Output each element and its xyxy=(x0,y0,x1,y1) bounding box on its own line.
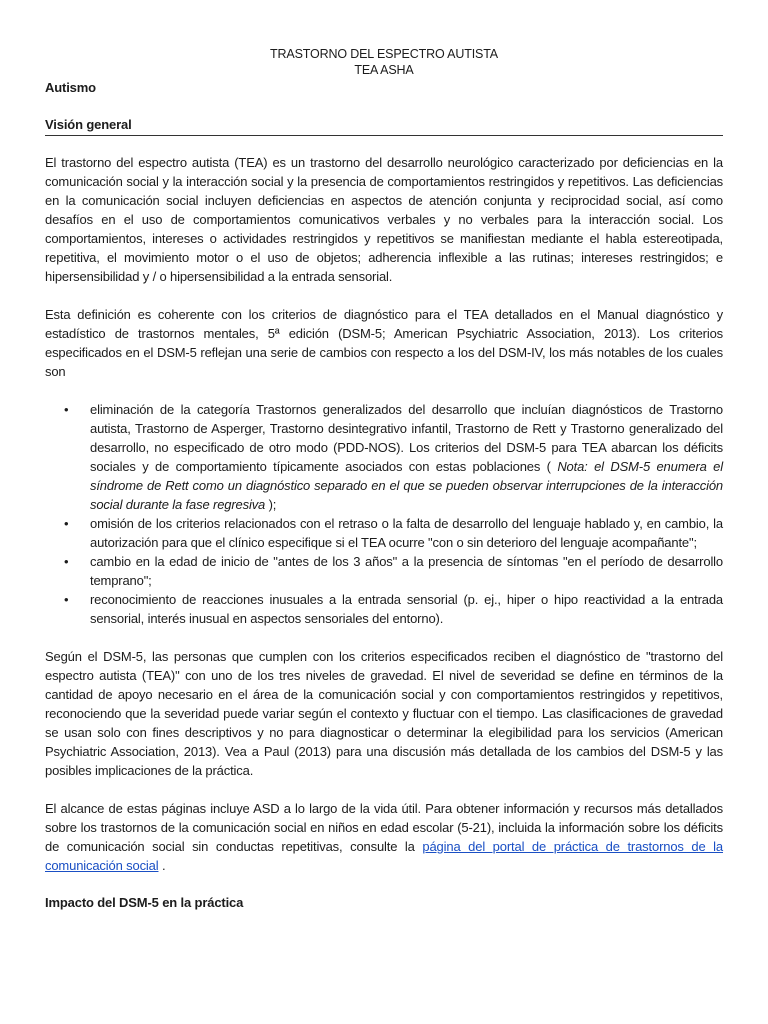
paragraph-scope-text: El alcance de estas páginas incluye ASD a lo largo de la vida útil. Para obtener información y recursos más detallados sobre los trastornos de la comunicación social en niños en edad escolar (5-21), incluida la información sobre los déficits de comunicación social sin conductas repetitivas, consulte la xyxy=(45,801,723,854)
dsm5-changes-list xyxy=(45,400,723,628)
bullet-icon: • xyxy=(64,402,69,417)
heading-vision-general: Visión general xyxy=(45,115,723,136)
heading-autismo: Autismo xyxy=(45,80,96,95)
paragraph-definition: El trastorno del espectro autista (TEA) es un trastorno del desarrollo neurológico caracterizado por deficiencias en la comunicación social y la interacción social y la presencia de comportamientos restringidos y repetitivos. Las deficiencias en la comunicación social incluyen deficiencias en aspectos de atención conjunta y reciprocidad social, así como desafíos en el uso de comportamientos comunicativos verbales y no verbales para la interacción social. Los comportamientos, intereses o actividades restringidos y repetitivos se manifiestan mediante el habla estereotipada, repetitiva, el movimiento motor o el uso de objetos; adherencia inflexible a las rutinas; intereses restringidos; e hipersensibilidad y / o hipersensibilidad a la entrada sensorial. xyxy=(45,155,723,284)
list-item-text: reconocimiento de reacciones inusuales a la entrada sensorial (p. ej., hiper o hipo reactividad a la entrada sensorial, interés inusual en aspectos sensoriales del entorno). xyxy=(90,592,723,626)
paragraph-scope-end: . xyxy=(158,858,166,873)
paragraph-severity-levels: Según el DSM-5, las personas que cumplen con los criterios especificados reciben el diagnóstico de "trastorno del espectro autista (TEA)" con uno de los tres niveles de gravedad. El nivel de severidad se define en términos de la cantidad de apoyo necesario en el área de la comunicación social y con comportamientos restringidos y repetitivos, reconociendo que la severidad puede variar según el contexto y fluctuar con el tiempo. Las clasificaciones de gravedad se usan solo con fines descriptivos y no para diagnosticar o determinar la elegibilidad para los servicios (American Psychiatric Association, 2013). Vea a Paul (2013) para una discusión más detallada de los cambios del DSM-5 y las posibles implicaciones de la práctica. xyxy=(45,649,723,778)
list-item-text: cambio en la edad de inicio de "antes de los 3 años" a la presencia de síntomas "en el período de desarrollo temprano"; xyxy=(90,554,723,588)
list-item-note: Nota: el DSM-5 enumera el síndrome de Rett como un diagnóstico separado en el que se pueden observar interrupciones de la interacción social durante la fase regresiva xyxy=(90,459,723,512)
document-title-line2: TEA ASHA xyxy=(354,63,414,77)
social-communication-portal-link[interactable]: página del portal de práctica de trastornos de la comunicación social xyxy=(45,839,723,873)
list-item-end: ); xyxy=(265,497,277,512)
paragraph-dsm5-criteria: Esta definición es coherente con los criterios de diagnóstico para el TEA detallados en el Manual diagnóstico y estadístico de trastornos mentales, 5ª edición (DSM-5; American Psychiatric Association, 2013). Los criterios especificados en el DSM-5 reflejan una serie de cambios con respecto a los del DSM-IV, los más notables de los cuales son xyxy=(45,307,723,379)
list-item-text: omisión de los criterios relacionados con el retraso o la falta de desarrollo del lenguaje hablado y, en cambio, la autorización para que el clínico especifique si el TEA ocurre "con o sin deterioro del lenguaje acompañante"; xyxy=(90,516,723,550)
document-title-line1: TRASTORNO DEL ESPECTRO AUTISTA xyxy=(270,47,498,61)
document-page xyxy=(45,46,723,912)
paragraph-scope xyxy=(45,799,723,875)
heading-impacto-dsm5: Impacto del DSM-5 en la práctica xyxy=(45,895,244,910)
bullet-icon: • xyxy=(64,516,69,531)
bullet-icon: • xyxy=(64,592,69,607)
list-item xyxy=(64,552,723,590)
list-item xyxy=(64,514,723,552)
list-item xyxy=(64,590,723,628)
bullet-icon: • xyxy=(64,554,69,569)
list-item xyxy=(64,400,723,514)
list-item-text: eliminación de la categoría Trastornos generalizados del desarrollo que incluían diagnósticos de Trastorno autista, Trastorno de Asperger, Trastorno desintegrativo infantil, Trastorno de Rett y Trastorno generalizado del desarrollo, no especificado de otro modo (PDD-NOS). Los criterios del DSM-5 para TEA abarcan los déficits sociales y de comportamiento típicamente asociados con estas poblaciones ( xyxy=(90,402,723,474)
